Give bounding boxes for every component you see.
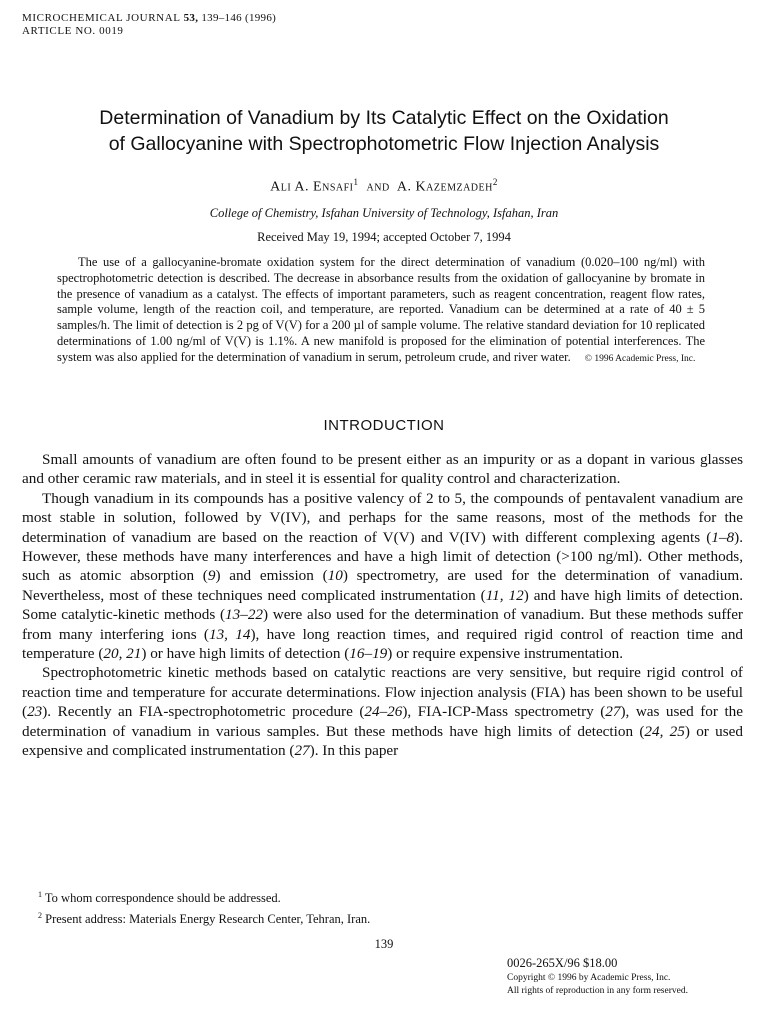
body-paragraph: [22, 663, 743, 760]
author-conjunction: and: [366, 179, 390, 195]
paragraph-text: ), have long reaction times, and required rigid control of reaction time and temperature (: [22, 625, 744, 663]
author-1-footnote-mark: 1: [353, 177, 359, 187]
paragraph-text: ) and emission (: [215, 567, 328, 585]
journal-pages-year: 139–146 (1996): [201, 12, 277, 24]
author-1: Ali A. Ensafi: [270, 179, 354, 195]
title-line-1: Determination of Vanadium by Its Catalytic Effect on the Oxidation: [99, 107, 669, 129]
body-paragraph: [22, 450, 743, 489]
abstract-copyright: © 1996 Academic Press, Inc.: [584, 353, 696, 364]
paragraph-text: Small amounts of vanadium are often found to be present either as an impurity or as a dopant in various glasses and other ceramic raw materials, and in steel it is essential for quality control and characterization.: [22, 451, 743, 488]
abstract: [57, 255, 705, 368]
paragraph-text: ) spectrometry, are used for the determination of vanadium. Nevertheless, most of these techniques need complicated instrumentation (: [22, 567, 743, 604]
author-2: A. Kazemzadeh: [396, 179, 493, 195]
citation-ref: 27: [294, 742, 310, 760]
paragraph-text: ) or require expensive instrumentation.: [387, 645, 624, 663]
footnote-mark: 1: [38, 890, 42, 899]
paragraph-text: ) or used expensive and complicated instrumentation (: [22, 722, 743, 760]
body-paragraph: [22, 489, 743, 664]
paragraph-text: ) or have high limits of detection (: [141, 645, 350, 663]
footnote-mark: 2: [38, 911, 42, 921]
affiliation: College of Chemistry, Isfahan University of Technology, Isfahan, Iran: [209, 206, 559, 220]
citation-ref: 13–22: [225, 606, 264, 624]
copyright-notice: [507, 972, 688, 998]
paragraph-text: ). However, these methods have many interferences and have a high limit of detection (>100 ng/ml). Other methods, such as atomic absorption (: [22, 528, 743, 585]
page-number: 139: [374, 937, 394, 951]
rights-line: All rights of reproduction in any form reserved.: [507, 986, 688, 996]
footnotes: [38, 886, 370, 928]
received-dates: Received May 19, 1994; accepted October 7, 1994: [257, 230, 511, 244]
paragraph-text: Though vanadium in its compounds has a positive valency of 2 to 5, the compounds of pentavalent vanadium are most stable in solution, followed by V(IV), and perhaps for the same reasons, most of the methods for the determination of vanadium are based on the reaction of V(V) and V(IV) with different complexing agents (: [22, 489, 743, 546]
copyright-line: Copyright © 1996 by Academic Press, Inc.: [507, 973, 671, 983]
article-number: ARTICLE NO. 0019: [22, 25, 124, 37]
paragraph-text: ) and have high limits of detection. Some catalytic-kinetic methods (: [22, 586, 743, 624]
paragraph-text: ) were also used for the determination of vanadium. But these methods suffer from many interfering ions (: [22, 606, 743, 643]
author-list: [20, 177, 748, 196]
footnote-text: Present address: Materials Energy Research Center, Tehran, Iran.: [45, 912, 371, 927]
author-2-footnote-mark: 2: [492, 177, 498, 187]
abstract-text: The use of a gallocyanine-bromate oxidation system for the direct determination of vanadium (0.020–100 ng/ml) with spectrophotometric detection is described. The decrease in absorbance results from the oxidation of gallocyanine by bromate in the presence of vanadium as a catalyst. The effects of important parameters, such as reagent concentration, reagent flow rates, sample volume, length of the reaction coil, and temperature, are reported. Vanadium can be determined at a rate of 40 ± 5 samples/h. The limit of detection is 2 pg of V(V) for a 200 µl of sample volume. The relative standard deviation for 10 replicated determinations of 1.00 ng/ml of V(V) is 1.1%. A new manifold is proposed for the elimination of potential interferences. The system was also applied for the determination of vanadium in serum, petroleum crude, and river water.: [57, 255, 705, 364]
footnote-text: To whom correspondence should be addressed.: [44, 891, 281, 906]
citation-ref: 24–26: [364, 703, 403, 721]
paragraph-text: Spectrophotometric kinetic methods based on catalytic reactions are very sensitive, but require rigid control of reaction time and temperature for accurate determinations. Flow injection analysis (FIA) has been shown to be useful (: [22, 664, 743, 721]
footnote-1: [38, 886, 370, 907]
citation-ref: 1–8: [711, 528, 735, 546]
title-line-2: of Gallocyanine with Spectrophotometric Flow Injection Analysis: [108, 133, 660, 155]
journal-name: MICROCHEMICAL JOURNAL: [22, 12, 181, 24]
citation-ref: 16–19: [349, 645, 388, 663]
body-text: [22, 450, 743, 761]
price-code: 0026-265X/96 $18.00: [507, 956, 618, 970]
citation-ref: 20, 21: [103, 645, 142, 663]
citation-ref: 24, 25: [644, 722, 685, 740]
citation-ref: 11, 12: [485, 586, 524, 604]
paragraph-text: ). Recently an FIA-spectrophotometric procedure (: [42, 703, 365, 721]
citation-ref: 9: [207, 567, 216, 585]
journal-header: [22, 12, 276, 24]
citation-ref: 23: [27, 703, 43, 721]
citation-ref: 13, 14: [208, 625, 251, 643]
paper-title: [20, 105, 748, 157]
paragraph-text: ), was used for the determination of vanadium in various samples. But these methods have high limits of detection (: [22, 703, 743, 740]
citation-ref: 10: [327, 567, 343, 585]
paragraph-text: ). In this paper: [309, 742, 399, 760]
journal-volume: 53,: [183, 12, 199, 24]
paragraph-text: ), FIA-ICP-Mass spectrometry (: [402, 703, 606, 721]
footnote-2: [38, 907, 370, 928]
section-heading: INTRODUCTION: [323, 417, 445, 434]
citation-ref: 27: [605, 703, 621, 721]
